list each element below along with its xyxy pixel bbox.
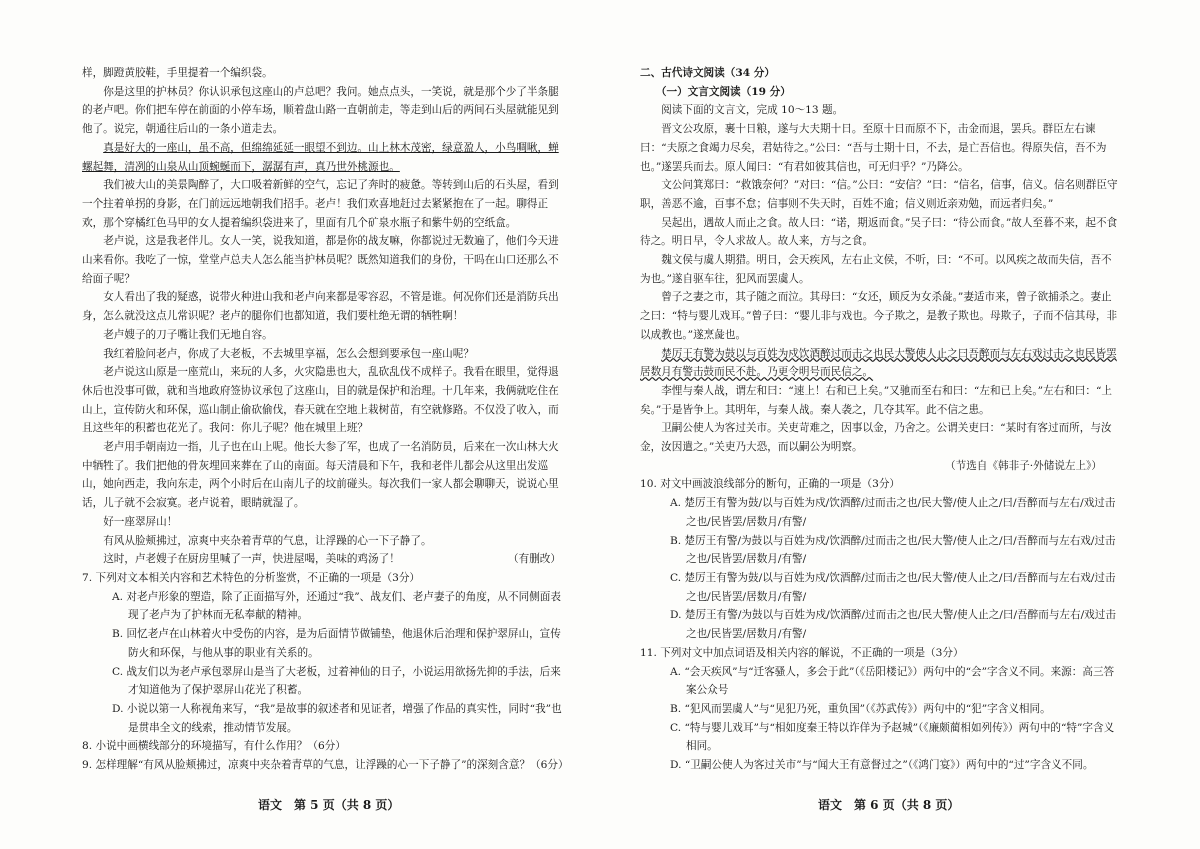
classical-para-2: 文公问箕郑曰：“救饿奈何？”对曰：“信。”公曰：“安信？”曰：“信名，信事，信义。信名则群臣守职，善恶不逾，百事不怠；信事则不失天时，百姓不逾；信义则近亲劝勉，而远者归矣。”	[640, 179, 1118, 210]
question-11-option-c: C. “特与婴儿戏耳”与“相如度秦王特以诈佯为予赵城”（《廉颇蔺相如列传》）两句中的“特”字含义相同。	[670, 721, 1115, 753]
question-10-option-a: A. 楚厉王有警为鼓/以与百姓为戍/饮酒醉/过而击之也/民大警/使人止之/曰/吾醉而与左右/戏过击之也/民皆罢/居数月/有警/	[670, 497, 1116, 528]
story-para-5: 老卢说，这是我老伴儿。女人一笑，说我知道，都是你的战友嘛，你都说过无数遍了，他们今天进山来看你。我吃了一惊，堂堂卢总夫人怎么能当护林员呢？既然知道我们的身份，干吗在山口还那么不给面子呢？	[82, 235, 559, 285]
question-10-option-b: B. 楚厉王有警/为鼓以与百姓为戍/饮酒醉/过而击之也/民大警/使人止之/曰/吾醉而与左右戏/过击之也/民皆罢/居数月/有警/	[670, 534, 1116, 566]
story-para-7: 老卢嫂子的刀子嘴让我们无地自容。	[103, 328, 273, 341]
page-footer-right: 语文 第 6 页（共 8 页）	[818, 798, 960, 812]
source-citation: （节选自《韩非子·外储说左上》）	[945, 459, 1102, 472]
classical-para-7: 李悝与秦人战，谓左和曰：“速上！右和已上矣。”又驰而至右和曰：“左和已上矣。”左右和曰：“上矣。”于是皆争上。其明年，与秦人战。秦人袭之，几夺其军。此不信之患。	[640, 384, 1113, 416]
story-para-11: 好一座翠屏山！	[103, 515, 178, 528]
question-10-stem: 10. 对文中画波浪线部分的断句，正确的一项是（3分）	[640, 478, 901, 491]
classical-para-4: 魏文侯与虞人期猎。明日，会天疾风，左右止文侯，不听，曰：“不可。以风疾之故而失信，吾不为也。”遂自驱车往，犯风而罢虞人。	[640, 254, 1112, 285]
question-7-option-c: C. 战友们以为老卢承包翠屏山是当了大老板，过着神仙的日子，小说运用欲扬先抑的手法，后来才知道他为了保护翠屏山花光了积蓄。	[112, 665, 561, 697]
story-para-1: 样，脚蹬黄胶鞋，手里提着一个编织袋。	[82, 67, 273, 79]
classical-para-1: 晋文公攻原，裹十日粮，遂与大夫期十日。至原十日而原不下，击金而退，罢兵。群臣左右谏曰：“夫原之食竭力尽矣，君姑待之。”公曰：“吾与士期十日，不去，是亡吾信也。得原失信，吾不为也。”遂罢兵而去。原人闻曰：“有君如彼其信也，可无归乎？”乃降公。	[640, 123, 1107, 173]
page-footer-left: 语文 第 5 页（共 8 页）	[258, 798, 400, 812]
wavy-underlined-passage: 楚厉王有警为鼓以与百姓为戍饮酒醉过而击之也民大警使人止之曰吾醉而与左右戏过击之也民皆罢居数月有警击鼓而民不赴。乃更令明号而民信之。	[640, 347, 1117, 379]
story-last-para: 这时，卢老嫂子在厨房里喊了一声，快进屋喝，美味的鸡汤了！ （有删改）	[82, 550, 567, 569]
story-para-10: 老卢用手朝南边一指，儿子也在山上呢。他长大参了军，也成了一名消防员，后来在一次山林大火中牺牲了。我们把他的骨灰埋回来葬在了山的南面。每天清晨和下午，我和老伴儿都会从这里出发巡山，她向西走，我向东走，两个小时后在山南儿子的坟前碰头。每次我们一家人都会聊聊天，说说心里话，儿子就不会寂寞。老卢说着，眼睛就湿了。	[82, 441, 559, 510]
question-10-option-c: C. 楚厉王有警为鼓/以与百姓为戍/饮酒醉/过而击之也/民大警/使人止之/曰/吾醉而与左右戏/过击之也/民皆罢/居数月/有警/	[670, 571, 1116, 603]
edit-note: （有删改）	[508, 553, 561, 566]
section-heading: 二、古代诗文阅读（34 分）	[640, 67, 775, 79]
left-column	[82, 64, 567, 775]
story-para-12: 有风从脸颊拂过，凉爽中夹杂着青草的气息，让浮躁的心一下子静了。	[103, 534, 432, 547]
story-para-4: 我们被大山的美景陶醉了，大口吸着新鲜的空气，忘记了奔时的疲惫。等转到山后的石头屋，看到一个拄着单拐的身影，在门前远远地朝我们招手。老卢！我们欢喜地赶过去紧紧抱在了一起。聊得正欢，那个穿橘红色马甲的女人提着编织袋进来了，里面有几个矿泉水瓶子和紫牛奶的空纸盒。	[82, 179, 559, 229]
question-7-stem: 7. 下列对文本相关内容和艺术特色的分析鉴赏，不正确的一项是（3分）	[82, 571, 421, 584]
question-8: 8. 小说中画横线部分的环境描写，有什么作用？（6分）	[82, 740, 346, 753]
story-para-8: 我红着脸问老卢，你成了大老板，不去城里享福，怎么会想到要承包一座山呢？	[103, 347, 474, 360]
classical-para-8: 卫嗣公使人为客过关市。关吏苛难之，因事以金，乃舍之。公谓关吏曰：“某时有客过而所，与汝金，汝因遣之。”关吏乃大恐，而以嗣公为明察。	[640, 422, 1112, 454]
question-10-option-d: D. 楚厉王有警/为鼓以与百姓为戍/饮酒醉/过而击之也/民大警/使人止之/曰/吾醉而与左右/戏过击之也/民皆罢/居数月/有警/	[670, 609, 1116, 641]
question-11-stem: 11. 下列对文中加点词语及相关内容的解说，不正确的一项是（3分）	[640, 646, 964, 659]
classical-para-3: 吴起出，遇故人而止之食。故人曰：“诺，期返而食。”吴子曰：“待公而食。”故人至暮不来，起不食待之。明日早，令人求故人。故人来，方与之食。	[640, 216, 1118, 248]
subsection-heading: （一）文言文阅读（19 分）	[655, 85, 791, 98]
underlined-environment-description: 真是好大的一座山，虽不高，但绵绵延延一眼望不到边。山上林木茂密，绿意盈人，小鸟啁啾，蝉螺起舞，清冽的山泉从山顶蜿蜒而下，潺潺有声，真乃世外桃源也。	[82, 141, 559, 173]
question-11-option-b: B. “犯风而罢虞人”与“见犯乃死，重负国”（《苏武传》）两句中的“犯”字含义相同。	[670, 702, 1051, 715]
reading-instruction: 阅读下面的文言文，完成 10～13 题。	[661, 104, 844, 117]
question-11-option-a: A. “会天疾风”与“迁客骚人，多会于此”（《岳阳楼记》）两句中的“会”字含义不同。来源：高三答案公众号	[670, 665, 1115, 697]
question-11-option-d: D. “卫嗣公使人为客过关市”与“闻大王有意督过之”（《鸿门宴》）两句中的“过”字含义不同。	[670, 759, 1094, 772]
question-9: 9. 怎样理解“有风从脸颊拂过，凉爽中夹杂着青草的气息，让浮躁的心一下子静了”的深刻含意？（6分）	[82, 759, 569, 772]
right-column	[640, 64, 1120, 775]
question-7-option-a: A. 对老卢形象的塑造，除了正面描写外，还通过“我”、战友们、老卢妻子的角度，从不同侧面表现了老卢为了护林而无私奉献的精神。	[112, 590, 561, 622]
story-para-2: 你是这里的护林员？你认识承包这座山的卢总吧？我问。她点点头，一笑说，就是那个少了半条腿的老卢吧。你们把车停在前面的小停车场，顺着盘山路一直朝前走，等走到山后的两间石头屋就能见到他了。说完，朝通往后山的一条小道走去。	[82, 85, 559, 136]
classical-para-5: 曾子之妻之市，其子随之而泣。其母曰：“女还，顾反为女杀彘。”妻适市来，曾子欲捕杀之。妻止之曰：“特与婴儿戏耳。”曾子曰：“婴儿非与戏也。今子欺之，是教子欺也。母欺子，子而不信其母，非以成教也。”遂烹彘也。	[640, 291, 1118, 341]
story-para-6: 女人看出了我的疑惑，说带火种进山我和老卢向来都是零容忍，不管是谁。何况你们还是消防兵出身，怎么就没这点儿常识呢？老卢的腿你们也都知道，我们要杜绝无谓的牺牲啊！	[82, 291, 559, 323]
question-7-option-b: B. 回忆老卢在山林着火中受伤的内容，是为后面情节做铺垫，他退休后治理和保护翠屏山，宣传防火和环保，与他从事的职业有关系的。	[112, 628, 561, 659]
story-para-9: 老卢说这山原是一座荒山，来玩的人多，火灾隐患也大，乱砍乱伐不成样子。我看在眼里，觉得退休后也没事可做，就和当地政府签协议承包了这座山，目的就是保护和治理。十几年来，我俩就吃住在山上，宣传防火和环保，巡山制止偷砍偷伐，春天就在空地上栽树苗，有空就修路。不仅没了收入，而且这些年的积蓄也花光了。我问：你儿子呢？他在城里上班？	[82, 366, 559, 435]
question-7-option-d: D. 小说以第一人称视角来写，“我”是故事的叙述者和见证者，增强了作品的真实性，同时“我”也是贯串全文的线索，推动情节发展。	[112, 702, 562, 734]
